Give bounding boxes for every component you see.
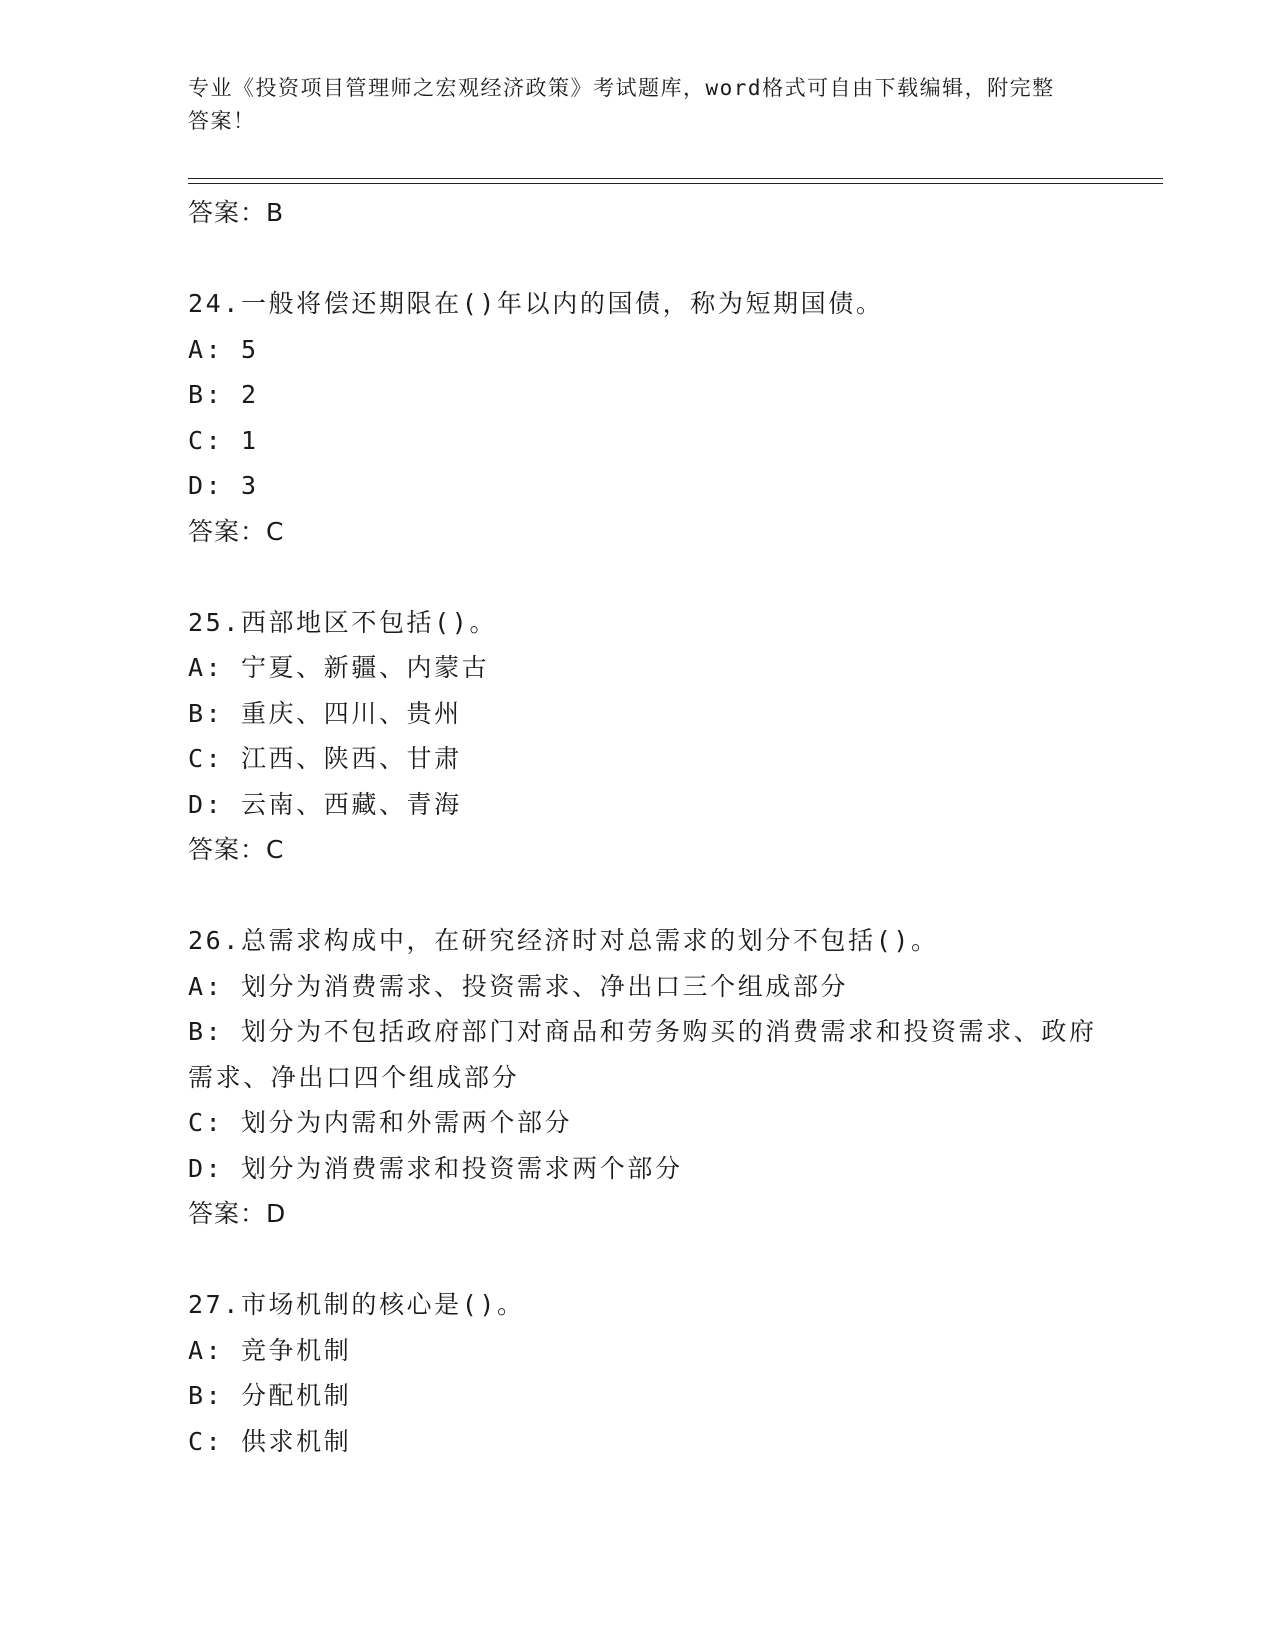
option-a: A: 宁夏、新疆、内蒙古 [188,653,490,682]
option-b: B: 划分为不包括政府部门对商品和劳务购买的消费需求和投资需求、政府需求、净出口四个组成部分 [188,1017,1097,1092]
option-c: C: 江西、陕西、甘肃 [188,744,462,773]
answer: 答案：C [188,516,285,546]
option-b: B: 2 [188,380,259,409]
option-b: B: 重庆、四川、贵州 [188,698,462,728]
question-stem: 25.西部地区不包括()。 [188,607,498,637]
question-stem: 26.总需求构成中，在研究经济时对总需求的划分不包括()。 [188,926,939,955]
question-stem: 27.市场机制的核心是()。 [188,1290,525,1319]
document-header: 专业《投资项目管理师之宏观经济政策》考试题库，word格式可自由下载编辑，附完整答案！ [188,76,1055,133]
answer: 答案：C [188,835,285,864]
option-a: A: 划分为消费需求、投资需求、净出口三个组成部分 [188,971,849,1001]
option-a: A: 5 [188,334,259,364]
option-c: C: 划分为内需和外需两个部分 [188,1108,573,1137]
option-c: C: 供求机制 [188,1426,352,1456]
question-stem: 24.一般将偿还期限在()年以内的国债，称为短期国债。 [188,289,884,318]
option-c: C: 1 [188,425,259,455]
option-d: D: 划分为消费需求和投资需求两个部分 [188,1153,683,1183]
option-d: D: 3 [188,471,259,500]
answer-23: 答案：B [188,198,285,227]
header-rule-bottom [188,183,1163,184]
option-a: A: 竞争机制 [188,1335,352,1365]
question-list [188,190,1118,1464]
option-b: B: 分配机制 [188,1381,352,1410]
question-26 [188,918,1118,1237]
option-d: D: 云南、西藏、青海 [188,789,462,819]
question-24 [188,281,1118,554]
question-27 [188,1282,1118,1464]
question-25 [188,600,1118,873]
answer: 答案：D [188,1199,287,1228]
header-rule-top [188,178,1163,179]
